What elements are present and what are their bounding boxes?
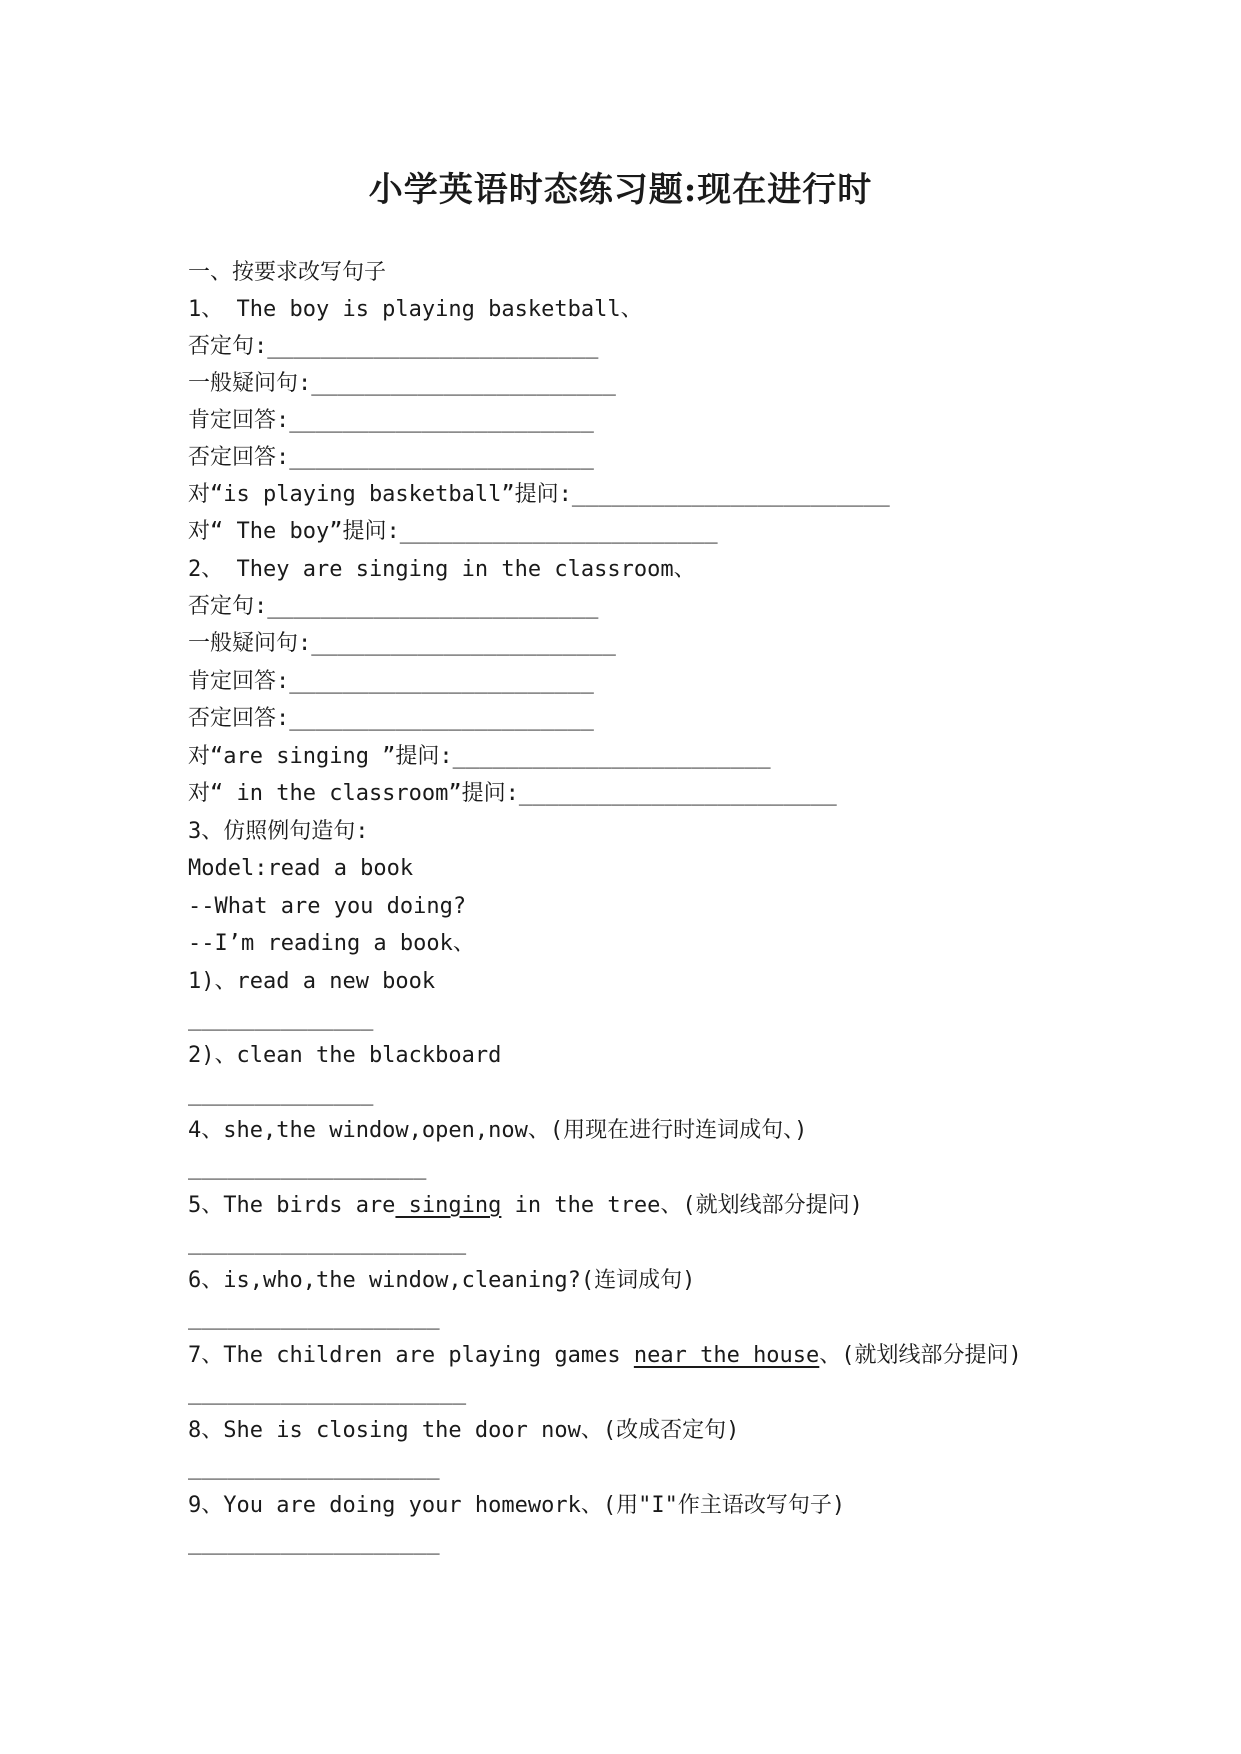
q3-model-question: --What are you doing?	[188, 894, 467, 919]
q1-negative: 否定句:_________________________	[188, 334, 599, 359]
q1-general-question: 一般疑问句:_______________________	[188, 371, 616, 396]
q3-item2-blank: ______________	[188, 1081, 374, 1106]
q1-prompt: 1、 The boy is playing basketball、	[188, 297, 643, 322]
q3-item1-blank: ______________	[188, 1006, 374, 1031]
q3-model: Model:read a book	[188, 856, 414, 881]
q9-prompt: 9、You are doing your homework、(用"I"作主语改写句子)	[188, 1493, 846, 1518]
q7-text-before: 7、The children are playing games	[188, 1343, 634, 1368]
q2-negative-answer: 否定回答:_______________________	[188, 706, 594, 731]
q2-positive-answer: 肯定回答:_______________________	[188, 669, 594, 694]
q5-text-after: in the tree、(就划线部分提问)	[501, 1193, 863, 1218]
section-heading: 一、按要求改写句子	[188, 260, 387, 285]
q2-prompt: 2、 They are singing in the classroom、	[188, 557, 696, 582]
q7-prompt	[188, 1340, 1022, 1372]
q2-ask-verb: 对“are singing ”提问:________________________	[188, 744, 771, 769]
q6-prompt: 6、is,who,the window,cleaning?(连词成句)	[188, 1268, 696, 1293]
q3-model-answer: --I’m reading a book、	[188, 931, 475, 956]
q2-ask-place: 对“ in the classroom”提问:________________________	[188, 781, 837, 806]
q3-prompt: 3、仿照例句造句:	[188, 819, 369, 844]
q3-item2: 2)、clean the blackboard	[188, 1043, 502, 1068]
q2-negative: 否定句:_________________________	[188, 594, 599, 619]
page-title: 小学英语时态练习题:现在进行时	[368, 170, 873, 210]
q5-prompt	[188, 1190, 863, 1222]
q4-blank: __________________	[188, 1155, 427, 1180]
q5-underlined-text: singing	[395, 1193, 502, 1218]
q7-text-after: 、(就划线部分提问)	[819, 1343, 1022, 1368]
q8-blank: ___________________	[188, 1455, 440, 1480]
q8-prompt: 8、She is closing the door now、(改成否定句)	[188, 1418, 740, 1443]
q5-text-before: 5、The birds are	[188, 1193, 396, 1218]
q7-underlined-text: near the house	[633, 1343, 820, 1368]
q1-ask-verb: 对“is playing basketball”提问:________________________	[188, 482, 890, 507]
q9-blank: ___________________	[188, 1530, 440, 1555]
q3-item1: 1)、read a new book	[188, 969, 436, 994]
q1-ask-subject: 对“ The boy”提问:________________________	[188, 519, 718, 544]
q4-prompt: 4、she,the window,open,now、(用现在进行时连词成句、)	[188, 1118, 808, 1143]
q7-blank: _____________________	[188, 1380, 467, 1405]
q2-general-question: 一般疑问句:_______________________	[188, 631, 616, 656]
q1-negative-answer: 否定回答:_______________________	[188, 445, 594, 470]
q1-positive-answer: 肯定回答:_______________________	[188, 408, 594, 433]
q5-blank: _____________________	[188, 1230, 467, 1255]
q6-blank: ___________________	[188, 1305, 440, 1330]
